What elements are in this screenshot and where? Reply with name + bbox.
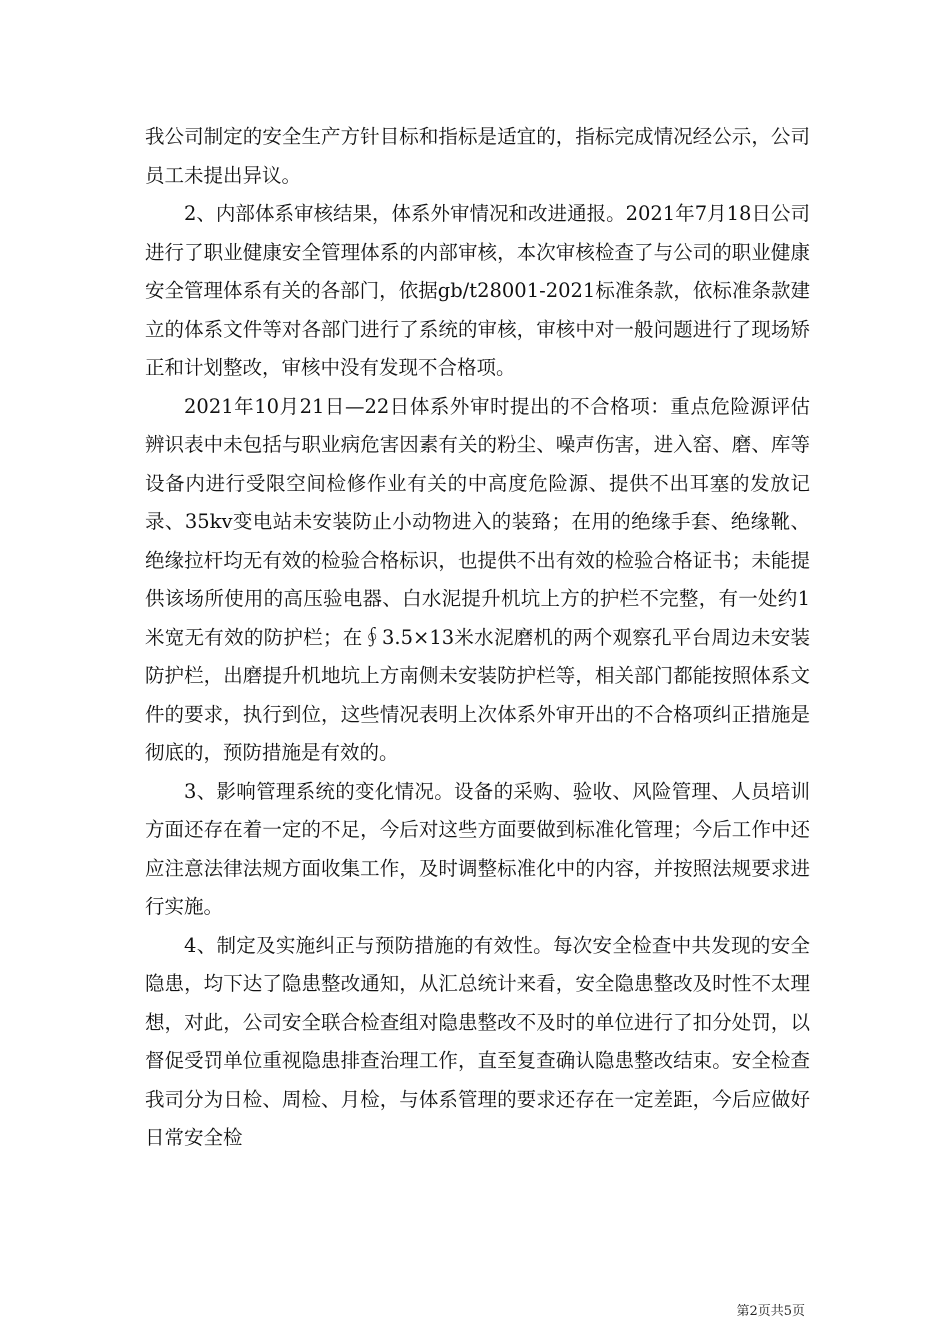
paragraph-management-changes: 3、影响管理系统的变化情况。设备的采购、验收、风险管理、人员培训方面还存在着一定的不足，今后对这些方面要做到标准化管理；今后工作中还应注意法律法规方面收集工作，及时调整标准化中的内容，并按照法规要求进行实施。	[145, 779, 810, 918]
document-body	[145, 118, 810, 1158]
paragraph-external-audit: 2021年10月21日—22日体系外审时提出的不合格项：重点危险源评估辨识表中未包括与职业病危害因素有关的粉尘、噪声伤害，进入窑、磨、库等设备内进行受限空间检修作业有关的中高度危险源、提供不出耳塞的发放记录、35kv变电站未安装防止小动物进入的装臵；在用的绝缘手套、绝缘靴、绝缘拉杆均无有效的检验合格标识，也提供不出有效的检验合格证书；未能提供该场所使用的高压验电器、白水泥提升机坑上方的护栏不完整，有一处约1米宽无有效的防护栏；在∮3.5×13米水泥磨机的两个观察孔平台周边未安装防护栏，出磨提升机地坑上方南侧未安装防护栏等，相关部门都能按照体系文件的要求，执行到位，这些情况表明上次体系外审开出的不合格项纠正措施是彻底的，预防措施是有效的。	[145, 394, 810, 764]
paragraph-internal-audit: 2、内部体系审核结果，体系外审情况和改进通报。2021年7月18日公司进行了职业健康安全管理体系的内部审核，本次审核检查了与公司的职业健康安全管理体系有关的各部门，依据gb/t28001-2021标准条款，依标准条款建立的体系文件等对各部门进行了系统的审核，审核中对一般问题进行了现场矫正和计划整改，审核中没有发现不合格项。	[145, 202, 810, 379]
paragraph-corrective-measures: 4、制定及实施纠正与预防措施的有效性。每次安全检查中共发现的安全隐患，均下达了隐患整改通知，从汇总统计来看，安全隐患整改及时性不太理想，对此，公司安全联合检查组对隐患整改不及时的单位进行了扣分处罚，以督促受罚单位重视隐患排查治理工作，直至复查确认隐患整改结束。安全检查我司分为日检、周检、月检，与体系管理的要求还存在一定差距，今后应做好日常安全检	[145, 933, 810, 1149]
paragraph-continuation: 我公司制定的安全生产方针目标和指标是适宜的，指标完成情况经公示，公司员工未提出异议。	[145, 125, 810, 187]
page-number: 第2页共5页	[736, 1304, 805, 1319]
